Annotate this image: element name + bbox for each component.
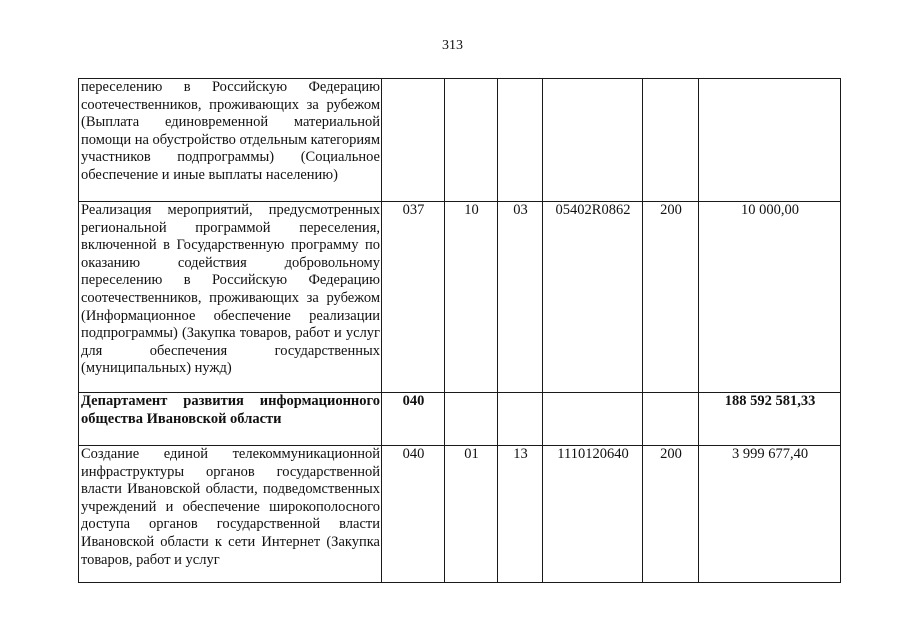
ministry-code [382, 79, 445, 202]
ministry-code: 037 [382, 202, 445, 393]
row-name-cell [79, 446, 382, 583]
amount: 188 592 581,33 [699, 393, 841, 446]
expense-code [643, 79, 699, 202]
expense-code [643, 393, 699, 446]
row-name: Создание единой телекоммуникационной инфраструктуры органов государственной власти Ивановской области, подведомственных учреждений и обеспечение широкополосного доступа органов государственной власти Ивановской области к сети Интернет (Закупка товаров, работ и услуг [81, 446, 380, 568]
budget-table [78, 78, 841, 583]
target-code: 05402R0862 [543, 202, 643, 393]
table-row [79, 79, 841, 202]
amount: 10 000,00 [699, 202, 841, 393]
target-code [543, 79, 643, 202]
table-row [79, 202, 841, 393]
subsection-code: 03 [498, 202, 543, 393]
table-row [79, 446, 841, 583]
row-name: Реализация мероприятий, предусмотренных региональной программой переселения, включенной в Государственную программу по оказанию содействия добровольному переселению в Российскую Федерацию соотечественников, проживающих за рубежом (Информационное обеспечение реализации подпрограммы) (Закупка товаров, работ и услуг для обеспечения государственных (муниципальных) нужд) [79, 202, 382, 393]
amount: 3 999 677,40 [699, 446, 841, 583]
subsection-code: 13 [498, 446, 543, 583]
target-code: 1110120640 [543, 446, 643, 583]
expense-code: 200 [643, 446, 699, 583]
ministry-code: 040 [382, 393, 445, 446]
amount [699, 79, 841, 202]
section-code: 01 [445, 446, 498, 583]
section-code [445, 79, 498, 202]
target-code [543, 393, 643, 446]
subsection-code [498, 393, 543, 446]
row-name: переселению в Российскую Федерацию соотечественников, проживающих за рубежом (Выплата единовременной материальной помощи на обустройство отдельным категориям участников подпрограммы) (Социальное обеспечение и иные выплаты населению) [79, 79, 382, 202]
row-name: Департамент развития информационного общества Ивановской области [79, 393, 382, 446]
ministry-code: 040 [382, 446, 445, 583]
section-code: 10 [445, 202, 498, 393]
subsection-code [498, 79, 543, 202]
expense-code: 200 [643, 202, 699, 393]
page-number: 313 [442, 38, 463, 53]
section-code [445, 393, 498, 446]
table-row [79, 393, 841, 446]
